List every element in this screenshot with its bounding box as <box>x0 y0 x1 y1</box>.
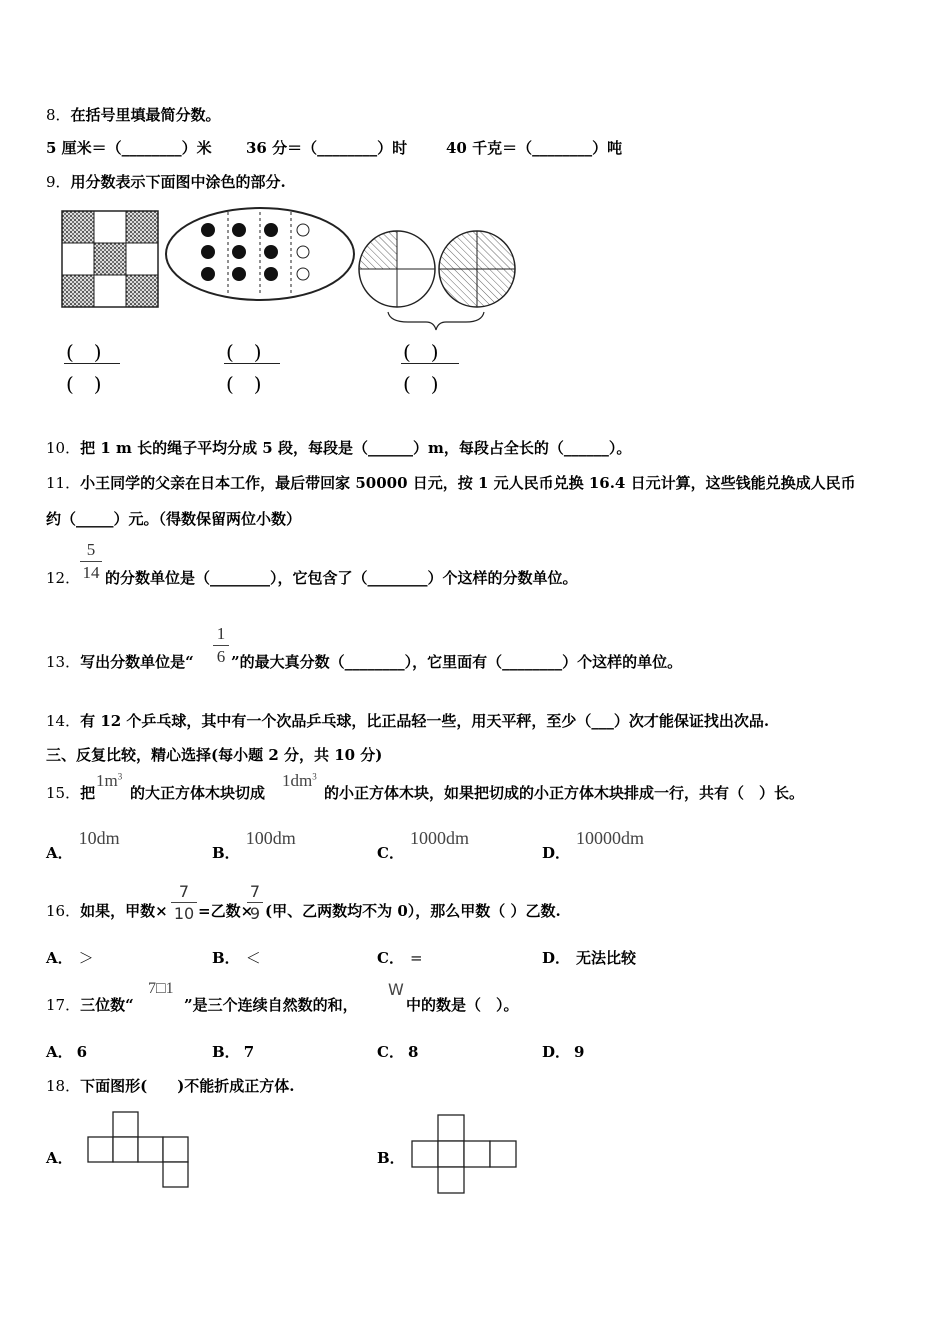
q13-fraction: 1 6 <box>213 624 229 667</box>
q9-paren-den-3: ( ) <box>403 372 439 396</box>
section-3-heading: 三、反复比较，精心选择(每小题 2 分，共 10 分) <box>46 746 383 764</box>
q17-option-d[interactable]: D． 9 <box>542 1043 585 1061</box>
q12-number: 12． <box>46 569 81 587</box>
q9-circles-figure <box>358 230 518 326</box>
q16-post: (甲、乙两数均不为 0），那么甲数（ ）乙数. <box>265 902 561 920</box>
q18-option-a[interactable]: A． <box>46 1149 73 1167</box>
q16-fraction-2: 7 9 <box>247 882 263 923</box>
q8-item-2: 36 分＝（________）时 <box>246 139 408 157</box>
q11-line-1: 11．小王同学的父亲在日本工作，最后带回家 50000 日元，按 1 元人民币兑换 16.4 日元计算，这些钱能兑换成人民币 <box>46 474 856 492</box>
q8-item-1: 5 厘米＝（________）米 <box>46 139 212 157</box>
q18-net-a <box>88 1112 192 1192</box>
q9-checker-figure <box>62 211 158 307</box>
q12-fraction: 5 14 <box>80 540 102 583</box>
q15-unit-2: $1dm^3$ <box>282 771 317 790</box>
q16-option-d[interactable]: D． 无法比较 <box>542 949 637 967</box>
q14: 14．有 12 个乒乓球，其中有一个次品乒乓球，比正品轻一些，用天平秤，至少（___）次才能保证找出次品. <box>46 712 770 730</box>
q17-option-b[interactable]: B． 7 <box>212 1043 255 1061</box>
q18-title: 18．下面图形( )不能折成正方体. <box>46 1077 295 1095</box>
q9-fraction-bar-2 <box>224 363 280 364</box>
q17-w-symbol: W <box>388 980 404 999</box>
q15-post: 的小正方体木块，如果把切成的小正方体木块排成一行，共有（ ）长。 <box>324 784 805 802</box>
q8-item-3: 40 千克＝（________）吨 <box>446 139 623 157</box>
q9-title: 9．用分数表示下面图中涂色的部分. <box>46 173 286 191</box>
q17-option-a[interactable]: A． 6 <box>46 1043 88 1061</box>
q16-fraction-1: 7 10 <box>171 882 197 923</box>
q18-net-b <box>412 1115 516 1195</box>
q17-option-c[interactable]: C． 8 <box>377 1043 419 1061</box>
q17-post: 中的数是（ ）。 <box>406 996 519 1014</box>
q13-text: ”的最大真分数（________），它里面有（________）个这样的单位。 <box>231 653 683 671</box>
q10: 10．把 1 m 长的绳子平均分成 5 段，每段是（______）m，每段占全长的（______）。 <box>46 439 632 457</box>
q15-option-d[interactable]: D．10000dm <box>542 828 645 862</box>
q16-option-a[interactable]: A． ＞ <box>46 949 94 967</box>
q16-mid: =乙数× <box>198 902 254 920</box>
q9-paren-num-1: ( ) <box>66 340 102 364</box>
q9-paren-num-2: ( ) <box>226 340 262 364</box>
q15-prefix: 15．把 <box>46 784 96 802</box>
q18-option-b[interactable]: B． <box>377 1149 405 1167</box>
q15-option-a[interactable]: A．10dm <box>46 828 120 862</box>
q16-option-b[interactable]: B． ＜ <box>212 949 261 967</box>
q9-paren-den-1: ( ) <box>66 372 102 396</box>
q15-mid: 的大正方体木块切成 <box>130 784 266 802</box>
q15-option-c[interactable]: C．1000dm <box>377 828 469 862</box>
q15-option-b[interactable]: B．100dm <box>212 828 296 862</box>
q12-text: 的分数单位是（________），它包含了（________）个这样的分数单位。 <box>105 569 578 587</box>
q9-paren-num-3: ( ) <box>403 340 439 364</box>
q9-ellipse-figure <box>164 206 356 302</box>
q17-mid: ”是三个连续自然数的和， <box>184 996 358 1014</box>
q15-unit-1: $1m^3$ <box>96 771 123 790</box>
q9-fraction-bar-1 <box>64 363 120 364</box>
q17-digits: 7□1 <box>148 980 174 997</box>
q16-option-c[interactable]: C． = <box>377 949 423 967</box>
q13-prefix: 13．写出分数单位是“ <box>46 653 194 671</box>
q8-title: 8．在括号里填最简分数。 <box>46 106 221 124</box>
q9-paren-den-2: ( ) <box>226 372 262 396</box>
q16-prefix: 16．如果，甲数× <box>46 902 168 920</box>
q17-prefix: 17．三位数“ <box>46 996 134 1014</box>
q11-line-2: 约（_____）元。（得数保留两位小数） <box>46 510 302 528</box>
q9-fraction-bar-3 <box>401 363 459 364</box>
